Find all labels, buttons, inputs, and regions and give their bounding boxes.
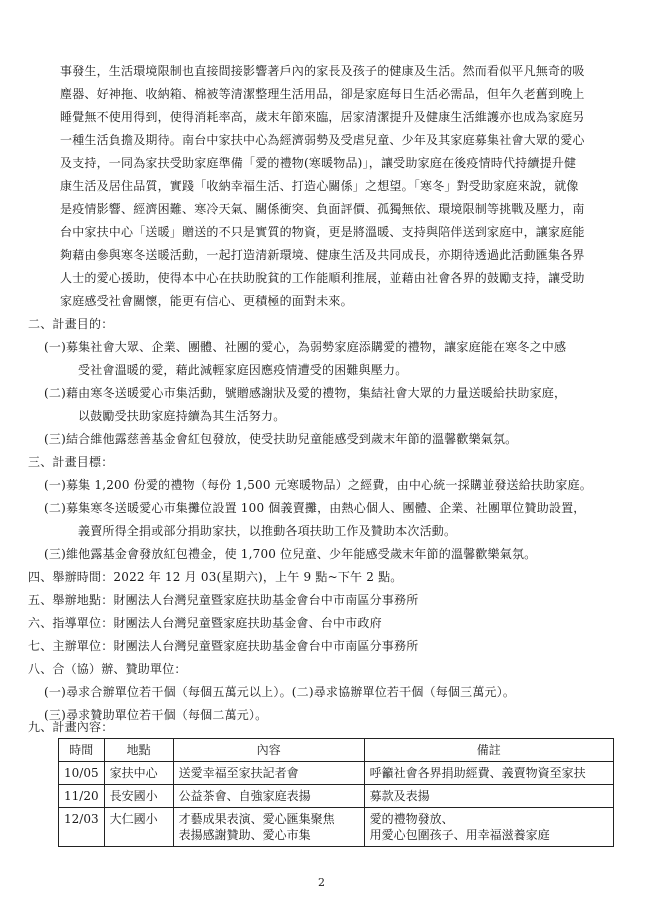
header-note: 備註 — [364, 739, 613, 762]
paragraph-line: 是疫情影響、經濟困難、寒冷天氣、關係衝突、負面評價、孤獨無依、環境限制等挑戰及壓力，南 — [60, 202, 585, 216]
cell-note: 募款及表揚 — [364, 785, 613, 808]
table-row — [59, 808, 614, 847]
purpose-item-3: (三)結合維他露慈善基金會紅包發放，使受扶助兒童能感受到歲末年節的溫馨歡樂氣氛。 — [44, 432, 518, 446]
paragraph-line: 塵器、好神拖、收納箱、棉被等清潔整理生活用品，卻是家庭每日生活必需品，但年久老舊到晚上 — [60, 87, 585, 101]
paragraph-line: 康生活及居住品質，實踐「收納幸福生活、打造心關係」之想望。「寒冬」對受助家庭來說，就像 — [60, 179, 579, 193]
table-row — [59, 762, 614, 785]
cell-place: 家扶中心 — [104, 762, 173, 785]
cell-note — [364, 808, 613, 847]
cell-content: 公益茶會、自強家庭表揚 — [173, 785, 364, 808]
cell-note-line: 用愛心包圍孩子、用幸福滋養家庭 — [369, 828, 550, 842]
cell-time: 10/05 — [59, 762, 105, 785]
plan-table — [58, 738, 614, 847]
paragraph-line: 人士的愛心援助，使得本中心在扶助脫貧的工作能順利推展，並藉由社會各界的鼓勵支持，讓受助 — [60, 271, 585, 285]
cell-note: 呼籲社會各界捐助經費、義賣物資至家扶 — [364, 762, 613, 785]
cell-content — [173, 808, 364, 847]
paragraph-line: 台中家扶中心「送暖」贈送的不只是實質的物資，更是將溫暖、支持與陪伴送到家庭中，讓家庭能 — [60, 225, 585, 239]
paragraph-line: 事發生，生活環境限制也直接間接影響著戶內的家長及孩子的健康及生活。然而看似平凡無奇的吸 — [60, 64, 585, 78]
section-heading-partners: 八、合（協）辦、贊助單位： — [28, 662, 187, 676]
header-place: 地點 — [104, 739, 173, 762]
cell-time: 12/03 — [59, 808, 105, 847]
purpose-item-2-cont: 以鼓勵受扶助家庭持續為其生活努力。 — [78, 409, 286, 423]
section-heading-purpose: 二、計畫目的： — [28, 317, 114, 331]
paragraph-line: 睡覺無不使用得到，使得消耗率高，歲末年節來臨，居家清潔提升及健康生活維護亦也成為家庭另 — [60, 110, 585, 124]
cell-place: 大仁國小 — [104, 808, 173, 847]
organizer: 七、主辦單位：財團法人台灣兒童暨家庭扶助基金會台中市南區分事務所 — [28, 639, 419, 653]
section-heading-goals: 三、計畫目標： — [28, 455, 114, 469]
purpose-item-2: (二)藉由寒冬送暖愛心市集活動，號贈感謝狀及愛的禮物，集結社會大眾的力量送暖給扶助家庭， — [44, 386, 567, 400]
header-time: 時間 — [59, 739, 105, 762]
purpose-item-1-cont: 受社會溫暖的愛，藉此減輕家庭因應疫情遭受的困難與壓力。 — [78, 363, 408, 377]
cell-content-line: 表揚感謝贊助、愛心市集 — [178, 828, 311, 842]
paragraph-line: 家庭感受社會關懷，能更有信心、更積極的面對未來。 — [60, 294, 353, 308]
page-number: 2 — [318, 876, 325, 889]
table-header-row — [59, 739, 614, 762]
cell-place: 長安國小 — [104, 785, 173, 808]
cell-content-line: 才藝成果表演、愛心匯集聚焦 — [178, 812, 335, 826]
paragraph-line: 一種生活負擔及期待。南台中家扶中心為經濟弱勢及受虐兒童、少年及其家庭募集社會大眾的愛心 — [60, 133, 585, 147]
partner-item-1: (一)尋求合辦單位若干個（每個五萬元以上）。(二)尋求協辦單位若干個（每個三萬元）。 — [44, 685, 516, 699]
cell-content: 送愛幸福至家扶記者會 — [173, 762, 364, 785]
goal-item-2: (二)募集寒冬送暖愛心市集攤位設置 100 個義賣攤，由熱心個人、團體、企業、社團單位贊助設置， — [44, 501, 586, 515]
event-location: 五、舉辦地點：財團法人台灣兒童暨家庭扶助基金會台中市南區分事務所 — [28, 593, 419, 607]
table-row — [59, 785, 614, 808]
paragraph-line: 夠藉由參與寒冬送暖活動，一起打造清新環境、健康生活及共同成長，亦期待透過此活動匯集各界 — [60, 248, 585, 262]
cell-time: 11/20 — [59, 785, 105, 808]
goal-item-1: (一)募集 1,200 份愛的禮物（每份 1,500 元寒暖物品）之經費，由中心統一採購並發送給扶助家庭。 — [44, 478, 592, 492]
partner-item-3: (三)尋求贊助單位若干個（每個二萬元）。 — [44, 708, 268, 722]
header-content: 內容 — [173, 739, 364, 762]
cell-note-line: 愛的禮物發放、 — [369, 812, 454, 826]
goal-item-3: (三)維他露基金會發放紅包禮金，使 1,700 位兒童、少年能感受歲末年節的溫馨歡樂氣氛。 — [44, 547, 537, 561]
event-time: 四、舉辦時間：2022 年 12 月 03(星期六)，上午 9 點~下午 2 點。 — [28, 570, 403, 584]
goal-item-2-cont: 義賣所得全捐或部分捐助家扶，以推動各項扶助工作及贊助本次活動。 — [78, 524, 457, 538]
supervising-unit: 六、指導單位：財團法人台灣兒童暨家庭扶助基金會、台中市政府 — [28, 616, 382, 630]
purpose-item-1: (一)募集社會大眾、企業、團體、社團的愛心，為弱勢家庭添購愛的禮物，讓家庭能在寒冬之中感 — [44, 340, 567, 354]
section-heading-plan: 九、計畫內容： — [28, 720, 114, 734]
paragraph-line: 及支持，一同為家扶受助家庭準備「愛的禮物(寒暖物品)」，讓受助家庭在後疫情時代持續提升健 — [60, 156, 577, 170]
